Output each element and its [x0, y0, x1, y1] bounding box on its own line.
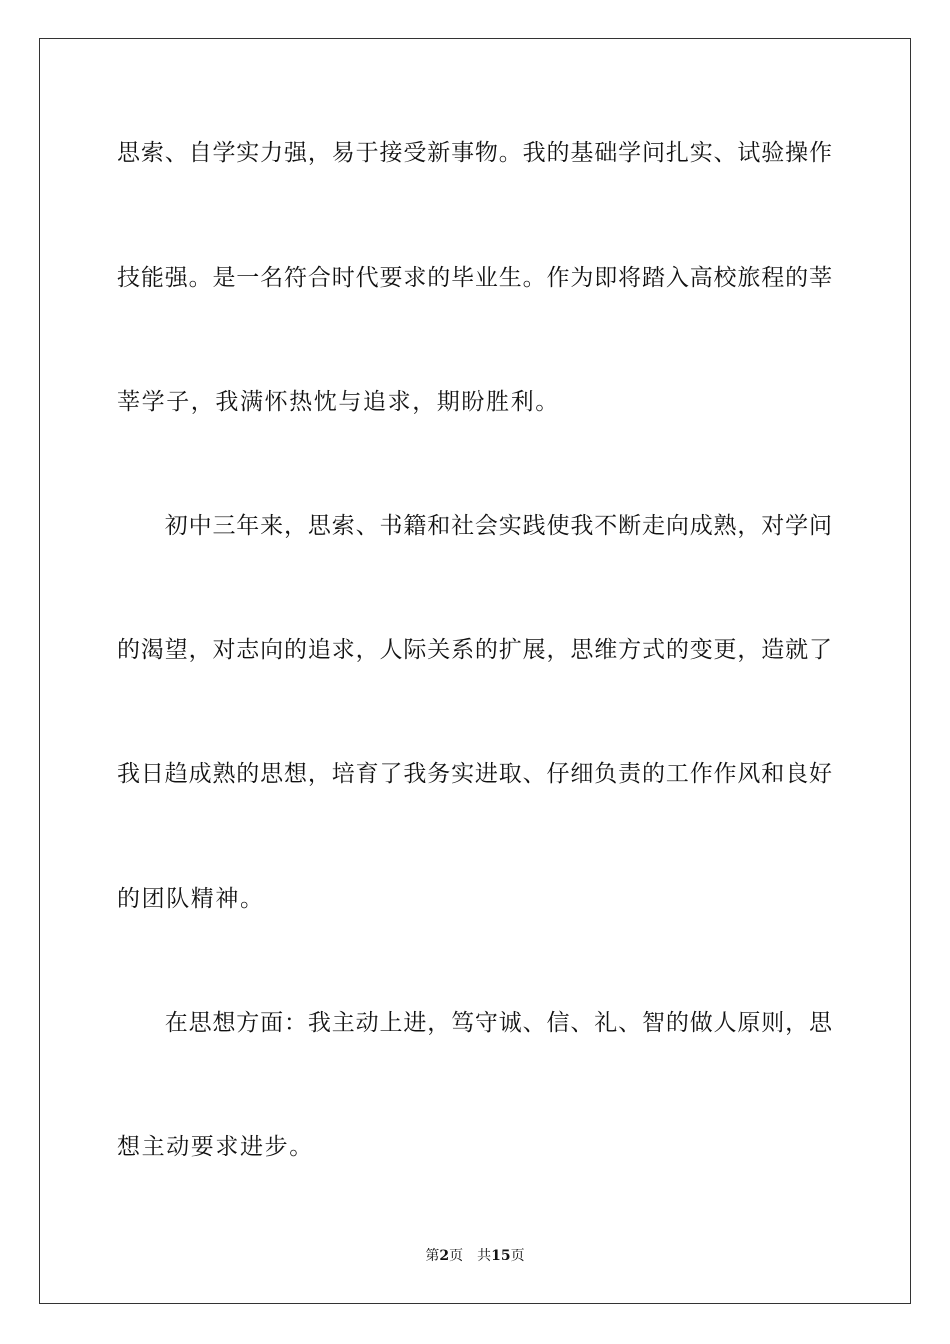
text-line-5: 的渴望，对志向的追求，人际关系的扩展，思维方式的变更，造就了: [117, 637, 832, 663]
footer-page-prefix: 第: [425, 1248, 440, 1264]
text-line-2: 技能强。是一名符合时代要求的毕业生。作为即将踏入高校旅程的莘: [117, 265, 832, 291]
footer-page-suffix: 页: [449, 1248, 464, 1264]
text-line-7: 的团队精神。: [117, 886, 265, 912]
footer-total-suffix: 页: [510, 1248, 525, 1264]
page-footer: [0, 1247, 950, 1265]
footer-total-pages: 15: [491, 1248, 511, 1264]
footer-total-prefix: 共: [477, 1248, 492, 1264]
footer-page-number: 2: [439, 1248, 450, 1264]
text-line-6: 我日趋成熟的思想，培育了我务实进取、仔细负责的工作作风和良好: [117, 761, 832, 787]
text-line-3: 莘学子，我满怀热忱与追求，期盼胜利。: [117, 389, 560, 415]
text-line-4: 初中三年来，思索、书籍和社会实践使我不断走向成熟，对学问: [117, 513, 832, 539]
text-line-8: 在思想方面：我主动上进，笃守诚、信、礼、智的做人原则，思: [117, 1010, 832, 1036]
page-border: [39, 38, 911, 1304]
text-line-1: 思索、自学实力强，易于接受新事物。我的基础学问扎实、试验操作: [117, 140, 832, 166]
text-line-9: 想主动要求进步。: [117, 1134, 314, 1160]
